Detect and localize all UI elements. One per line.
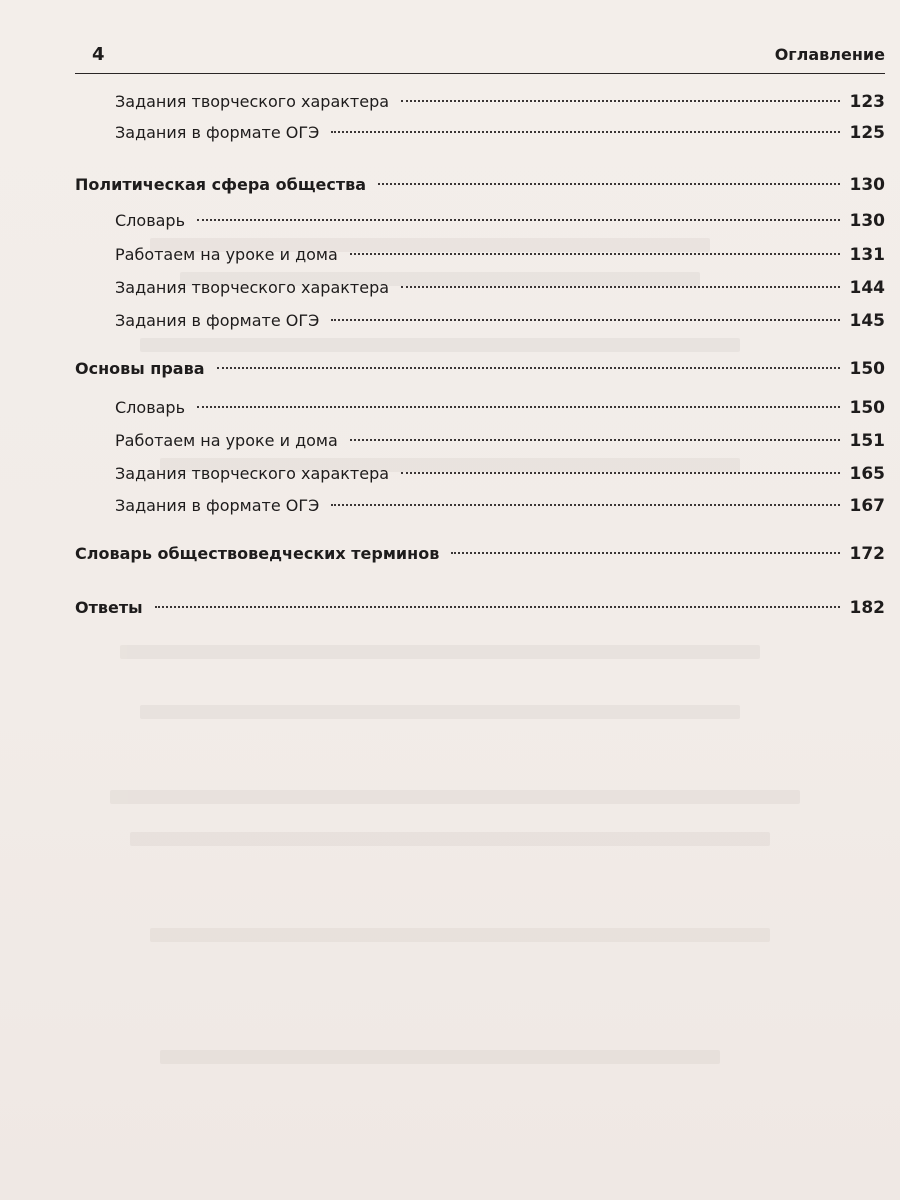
toc-entry: [75, 243, 885, 267]
toc-entry-page: 130: [849, 211, 885, 231]
toc-leader-dots: [378, 183, 839, 185]
header-rule: [75, 73, 885, 74]
toc-leader-dots: [401, 286, 839, 288]
toc-section: [75, 173, 885, 197]
toc-leader-dots: [331, 319, 839, 321]
running-title: Оглавление: [774, 45, 885, 64]
toc-entry-title: Задания творческого характера: [115, 464, 390, 483]
toc-entry-title: Словарь: [115, 398, 186, 417]
toc-leader-dots: [331, 131, 839, 133]
toc-entry-title: Работаем на уроке и дома: [115, 431, 338, 450]
toc-entry: [75, 429, 885, 453]
toc-entry: [75, 396, 885, 420]
toc-entry: [75, 494, 885, 518]
toc-entry: [75, 309, 885, 333]
toc-leader-dots: [350, 253, 840, 255]
toc-section-title: Ответы: [75, 598, 143, 617]
toc-entry-title: Работаем на уроке и дома: [115, 245, 338, 264]
toc-section-title: Словарь обществоведческих терминов: [75, 544, 440, 563]
toc-section-page: 150: [849, 359, 885, 379]
toc-leader-dots: [197, 219, 839, 221]
toc-entry: [75, 90, 885, 114]
toc-leader-dots: [350, 439, 840, 441]
toc-section-title: Политическая сфера общества: [75, 175, 367, 194]
toc-entry-title: Задания творческого характера: [115, 92, 390, 111]
toc-entry-page: 125: [849, 123, 885, 143]
toc-entry: [75, 121, 885, 145]
toc-section-page: 172: [849, 544, 885, 564]
toc-leader-dots: [197, 406, 839, 408]
toc-leader-dots: [331, 504, 839, 506]
toc-leader-dots: [217, 367, 840, 369]
toc-section: [75, 357, 885, 381]
toc-entry-page: 167: [849, 496, 885, 516]
toc-entry-title: Задания творческого характера: [115, 278, 390, 297]
toc-entry-page: 131: [849, 245, 885, 265]
toc-entry-page: 123: [849, 92, 885, 112]
toc-entry-title: Задания в формате ОГЭ: [115, 123, 320, 142]
toc-entry-page: 145: [849, 311, 885, 331]
toc-section-page: 182: [849, 598, 885, 618]
toc-section-title: Основы права: [75, 359, 205, 378]
toc-entry: [75, 462, 885, 486]
toc-entry-title: Задания в формате ОГЭ: [115, 311, 320, 330]
toc-section: [75, 596, 885, 620]
toc-entry-title: Задания в формате ОГЭ: [115, 496, 320, 515]
toc-leader-dots: [155, 606, 840, 608]
toc-entry: [75, 276, 885, 300]
toc-entry-page: 144: [849, 278, 885, 298]
page-header: [75, 44, 885, 72]
toc-leader-dots: [451, 552, 839, 554]
toc-entry-page: 151: [849, 431, 885, 451]
toc-entry-page: 150: [849, 398, 885, 418]
toc-section-page: 130: [849, 175, 885, 195]
toc-section: [75, 542, 885, 566]
page-number: 4: [92, 44, 105, 65]
toc-leader-dots: [401, 100, 839, 102]
toc-entry-title: Словарь: [115, 211, 186, 230]
toc-entry: [75, 209, 885, 233]
toc-entry-page: 165: [849, 464, 885, 484]
toc-leader-dots: [401, 472, 839, 474]
